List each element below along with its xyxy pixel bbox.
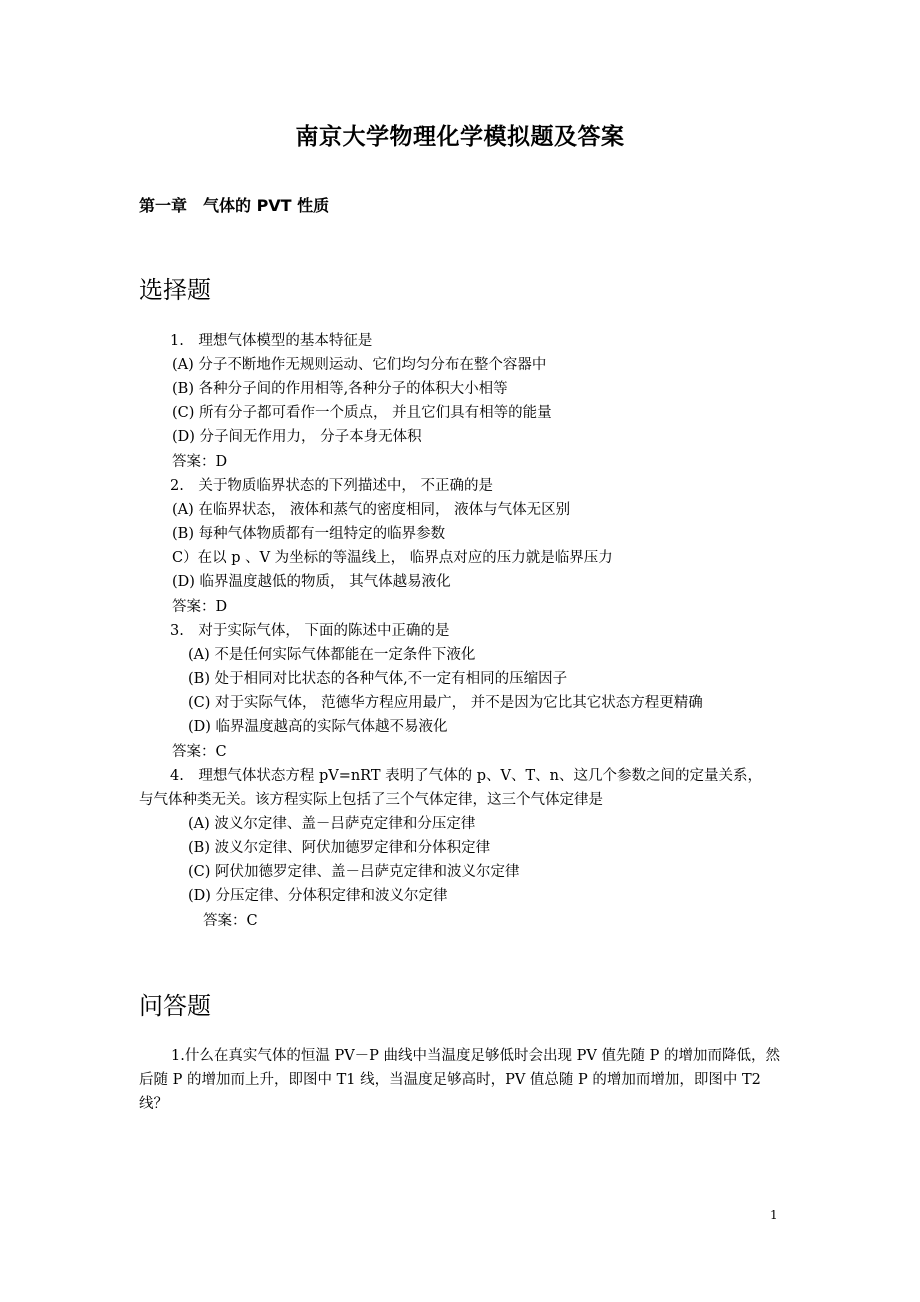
question-1-option-d: (D) 分子间无作用力， 分子本身无体积 [172,429,422,445]
question-3-stem: 3. 对于实际气体， 下面的陈述中正确的是 [170,623,450,639]
question-4-option-b: (B) 波义尔定律、阿伏加德罗定律和分体积定律 [188,840,491,856]
question-4-stem-line-1: 4. 理想气体状态方程 pV=nRT 表明了气体的 p、V、T、n、这几个参数之间的定量关系， [170,768,762,784]
question-2-stem: 2. 关于物质临界状态的下列描述中， 不正确的是 [170,478,493,494]
question-1-stem: 1. 理想气体模型的基本特征是 [170,333,373,349]
question-4-answer: 答案：C [203,913,258,929]
question-2-answer: 答案：D [172,599,228,615]
question-1-answer: 答案：D [172,454,228,470]
question-3-option-b: (B) 处于相同对比状态的各种气体,不一定有相同的压缩因子 [188,671,568,687]
question-4-option-a: (A) 波义尔定律、盖－吕萨克定律和分压定律 [188,816,476,832]
question-4-option-c: (C) 阿伏加德罗定律、盖－吕萨克定律和波义尔定律 [188,864,520,880]
essay-question-1 [139,1044,789,1116]
section-heading-essay: 问答题 [139,992,211,1020]
question-3-option-c: (C) 对于实际气体， 范德华方程应用最广， 并不是因为它比其它状态方程更精确 [188,695,703,711]
essay-question-1-text: 1.什么在真实气体的恒温 PV－P 曲线中当温度足够低时会出现 PV 值先随 P 的增加而降低，然后随 P 的增加而上升，即图中 T1 线，当温度足够高时，PV 值总随 P 的增加而增加，即图中 T2 线？ [139,1048,780,1112]
question-1-option-a: (A) 分子不断地作无规则运动、它们均匀分布在整个容器中 [172,357,547,373]
question-1-option-b: (B) 各种分子间的作用相等,各种分子的体积大小相等 [172,381,508,397]
section-heading-choice: 选择题 [139,276,211,304]
page-number: 1 [770,1208,778,1222]
question-2-option-c: C）在以 p 、V 为坐标的等温线上， 临界点对应的压力就是临界压力 [172,550,613,566]
question-3-answer: 答案：C [172,744,227,760]
chapter-heading: 第一章 气体的 PVT 性质 [139,196,330,215]
question-2-option-b: (B) 每种气体物质都有一组特定的临界参数 [172,526,446,542]
question-4-option-d: (D) 分压定律、分体积定律和波义尔定律 [188,888,448,904]
question-2-option-d: (D) 临界温度越低的物质， 其气体越易液化 [172,574,451,590]
question-1-option-c: (C) 所有分子都可看作一个质点， 并且它们具有相等的能量 [172,405,552,421]
document-title: 南京大学物理化学模拟题及答案 [295,124,625,150]
question-3-option-a: (A) 不是任何实际气体都能在一定条件下液化 [188,647,476,663]
question-4-stem-line-2: 与气体种类无关。该方程实际上包括了三个气体定律，这三个气体定律是 [139,792,603,808]
question-3-option-d: (D) 临界温度越高的实际气体越不易液化 [188,719,448,735]
question-2-option-a: (A) 在临界状态， 液体和蒸气的密度相同， 液体与气体无区别 [172,502,571,518]
